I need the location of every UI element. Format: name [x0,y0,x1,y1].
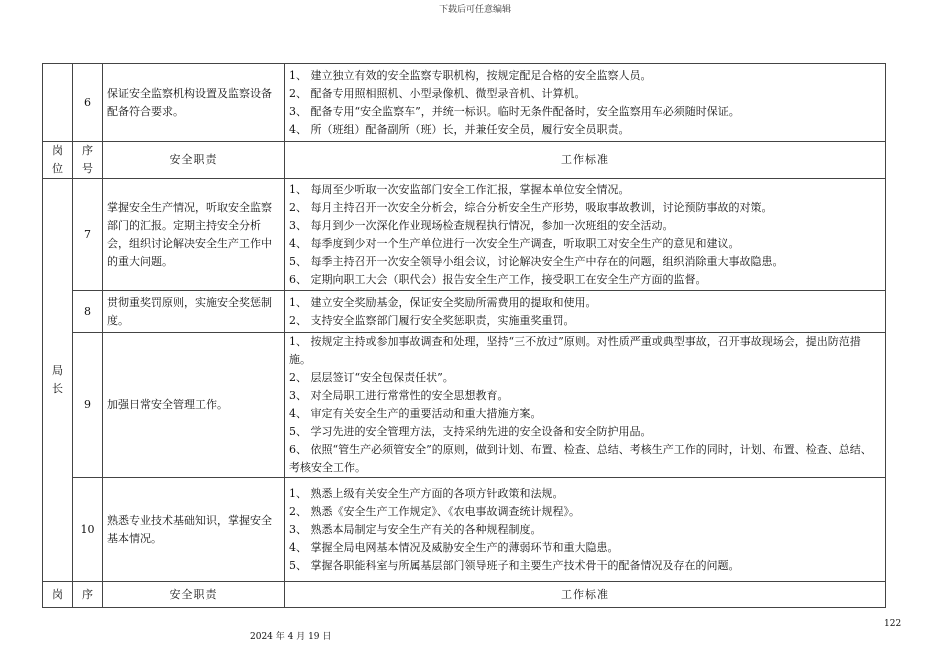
position-cell-empty [43,64,73,142]
header-number: 序号 [73,142,103,179]
header-standard: 工作标准 [285,142,886,179]
standard-item: 6、 依照“管生产必须管安全”的原则，做到计划、布置、检查、总结、考核生产工作的同时，计划、布置、检查、总结、考核安全工作。 [289,443,872,474]
row-number: 7 [73,179,103,291]
table-row [43,478,886,582]
table-header-row [43,142,886,179]
standard-item: 4、 所（班组）配备副所（班）长，并兼任安全员，履行安全员职责。 [289,122,630,136]
row-number: 10 [73,478,103,582]
standard-item: 2、 熟悉《安全生产工作规定》、《农电事故调查统计规程》。 [289,504,580,518]
standard-item: 2、 配备专用照相照机、小型录像机、微型录音机、计算机。 [289,86,586,100]
duty-text: 掌握安全生产情况，听取安全监察部门的汇报。定期主持安全分析会，组织讨论解决安全生产工作中的重大问题。 [103,179,285,291]
standard-item: 6、 定期向职工大会（职代会）报告安全生产工作，接受职工在安全生产方面的监督。 [289,272,707,286]
standard-item: 5、 每季主持召开一次安全领导小组会议，讨论解决安全生产中存在的问题，组织消除重大事故隐患。 [289,254,784,268]
header-position: 岗位 [43,142,73,179]
standard-item: 4、 掌握全局电网基本情况及威胁安全生产的薄弱环节和重大隐患。 [289,540,619,554]
standard-cell [285,478,886,582]
duty-text: 保证安全监察机构设置及监察设备配备符合要求。 [103,64,285,142]
standard-cell [285,333,886,478]
standard-item: 4、 审定有关安全生产的重要活动和重大措施方案。 [289,407,542,420]
standard-item: 3、 熟悉本局制定与安全生产有关的各种规程制度。 [289,522,542,536]
standard-item: 1、 建立安全奖励基金，保证安全奖励所需费用的提取和使用。 [289,295,597,309]
footer-date: 2024 年 4 月 19 日 [250,632,332,642]
standard-item: 5、 掌握各职能科室与所属基层部门领导班子和主要生产技术骨干的配备情况及存在的问题。 [289,558,740,572]
standard-cell [285,291,886,333]
standard-item: 2、 每月主持召开一次安全分析会，综合分析安全生产形势，吸取事故教训，讨论预防事故的对策。 [289,200,773,214]
row-number: 9 [73,333,103,478]
standard-item: 1、 建立独立有效的安全监察专职机构，按规定配足合格的安全监察人员。 [289,68,652,82]
standard-item: 5、 学习先进的安全管理方法，支持采纳先进的安全设备和安全防护用品。 [289,425,652,438]
standard-cell [285,64,886,142]
header-position: 岗 [43,582,73,608]
page-number: 122 [884,619,902,629]
standard-cell [285,179,886,291]
position-cell: 局长 [43,179,73,582]
duty-text: 熟悉专业技术基础知识，掌握安全基本情况。 [103,478,285,582]
standard-item: 3、 对全局职工进行常常性的安全思想教育。 [289,389,509,402]
safety-duty-table [42,63,886,608]
standard-item: 4、 每季度到少对一个生产单位进行一次安全生产调查，听取职工对安全生产的意见和建议。 [289,236,740,250]
table-row [43,179,886,291]
duty-text: 贯彻重奖罚原则，实施安全奖惩制度。 [103,291,285,333]
table-header-row-bottom [43,582,886,608]
standard-item: 3、 配备专用“安全监察车”，并统一标识。临时无条件配备时，安全监察用车必须随时保证。 [289,104,740,118]
header-note: 下载后可任意编辑 [438,5,511,15]
table-row [43,333,886,478]
standard-item: 1、 熟悉上级有关安全生产方面的各项方针政策和法规。 [289,486,564,500]
table-row [43,291,886,333]
header-duty: 安全职责 [103,582,285,608]
standard-item: 2、 支持安全监察部门履行安全奖惩职责，实施重奖重罚。 [289,313,575,327]
header-standard: 工作标准 [285,582,886,608]
standard-item: 3、 每月到少一次深化作业现场检查规程执行情况，参加一次班组的安全活动。 [289,218,674,232]
row-number: 6 [73,64,103,142]
standard-item: 2、 层层签订“安全包保责任状”。 [289,371,454,384]
standard-item: 1、 按规定主持或参加事故调查和处理，坚持“三不放过”原则。对性质严重或典型事故，召开事故现场会，提出防范措施。 [289,335,861,366]
header-number: 序 [73,582,103,608]
standard-item: 1、 每周至少听取一次安监部门安全工作汇报，掌握本单位安全情况。 [289,182,630,196]
duty-text: 加强日常安全管理工作。 [103,333,285,478]
table-row [43,64,886,142]
row-number: 8 [73,291,103,333]
header-duty: 安全职责 [103,142,285,179]
